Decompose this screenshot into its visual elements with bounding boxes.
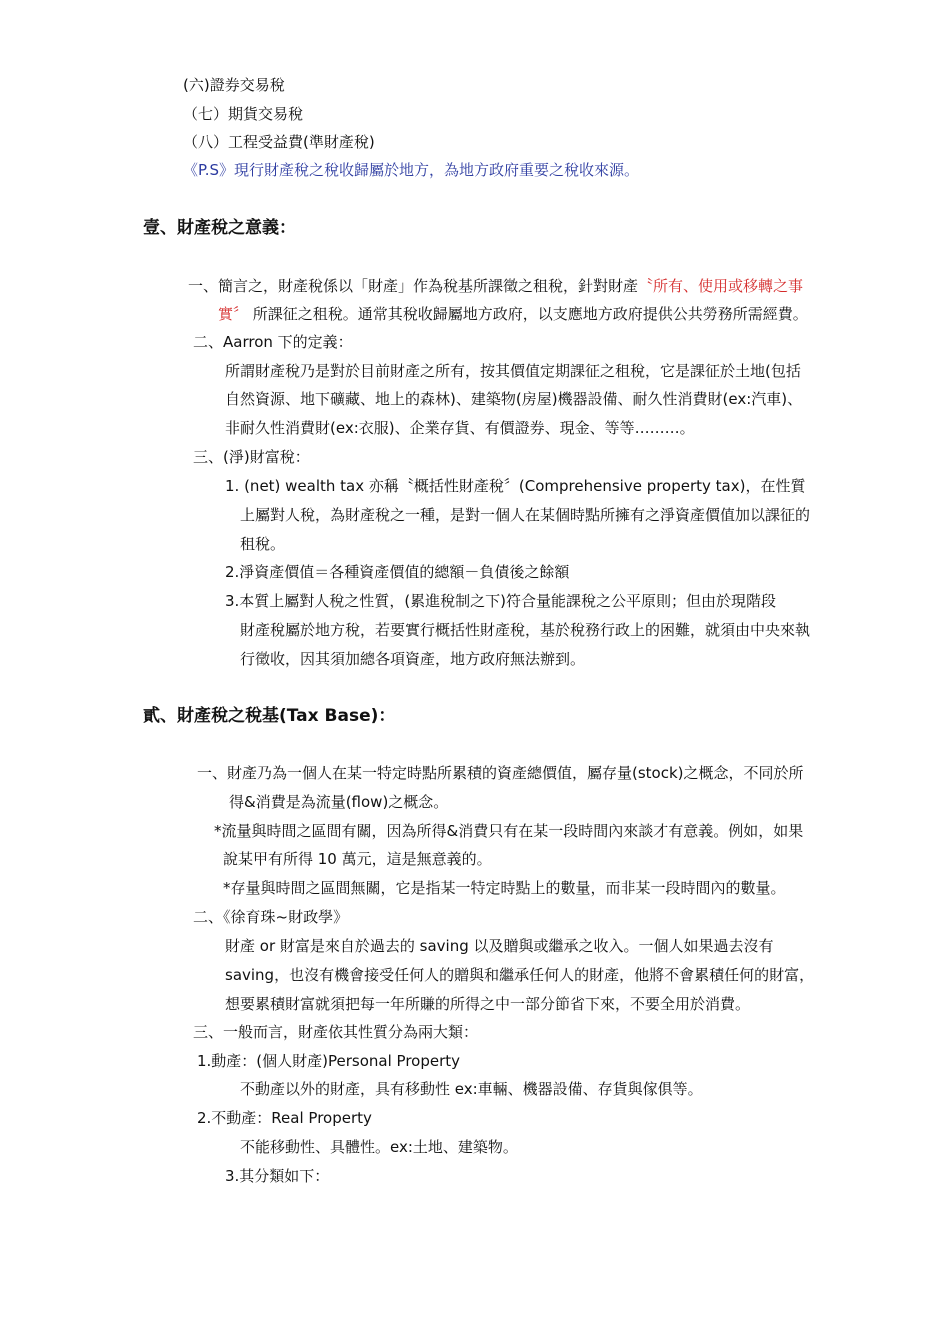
section1-para3-item1-line3: 租稅。 xyxy=(240,535,286,553)
section2-flow-note-line1: *流量與時間之區間有關，因為所得&消費只有在某一段時間內來談才有意義。例如，如果 xyxy=(214,822,804,840)
section1-para3-item1-line2: 上屬對人稅，為財產稅之一種，是對一個人在某個時點所擁有之淨資產價值加以課征的 xyxy=(240,506,811,524)
movable-property-heading: 1.動產：(個人財產)Personal Property xyxy=(197,1052,461,1070)
section1-para3-item1-line1: 1. (net) wealth tax 亦稱〝概括性財產稅〞(Comprehensive property tax)，在性質 xyxy=(225,477,806,495)
section1-para2-title: 二、Aarron 下的定義： xyxy=(193,333,353,351)
section2-para3-title: 三、一般而言，財產依其性質分為兩大類： xyxy=(193,1023,479,1041)
section2-flow-note-line2: 說某甲有所得 10 萬元，這是無意義的。 xyxy=(223,850,492,868)
real-property-heading: 2.不動產：Real Property xyxy=(197,1109,372,1127)
section1-para1-rest: 所課征之租稅。通常其稅收歸屬地方政府，以支應地方政府提供公共勞務所需經費。 xyxy=(252,305,808,323)
section1-para1-text: 一、簡言之，財產稅係以「財產」作為稅基所課徵之租稅，針對財產 xyxy=(188,277,639,295)
intro-note: 《P.S》現行財產稅之稅收歸屬於地方，為地方政府重要之稅收來源。 xyxy=(183,161,640,179)
section1-para1-line2 xyxy=(218,304,808,324)
section2-para1-line2: 得&消費是為流量(flow)之概念。 xyxy=(229,793,449,811)
section2-para1-line1: 一、財產乃為一個人在某一特定時點所累積的資產總價值，屬存量(stock)之概念，不同於所 xyxy=(197,764,804,782)
real-property-desc: 不能移動性、具體性。ex:土地、建築物。 xyxy=(240,1138,518,1156)
intro-item-8: （八）工程受益費(準財產稅) xyxy=(183,133,375,151)
classification-heading: 3.其分類如下： xyxy=(225,1167,330,1185)
movable-property-desc: 不動產以外的財產，具有移動性 ex:車輛、機器設備、存貨與傢俱等。 xyxy=(240,1080,703,1098)
intro-item-7: （七）期貨交易稅 xyxy=(183,105,304,123)
section1-heading: 壹、財產稅之意義： xyxy=(143,218,296,238)
section1-para3-item2: 2.淨資產價值＝各種資產價值的總額－負債後之餘額 xyxy=(225,563,570,581)
section1-para1-line1 xyxy=(188,276,803,296)
section1-para3-item3-line2: 財產稅屬於地方稅，若要實行概括性財產稅，基於稅務行政上的困難，就須由中央來執 xyxy=(240,621,811,639)
section2-para2-line3: 想要累積財富就須把每一年所賺的所得之中一部分節省下來，不要全用於消費。 xyxy=(225,995,751,1013)
section1-para1-emphasis-end: 實〞 xyxy=(218,305,249,323)
section2-para2-line1: 財產 or 財富是來自於過去的 saving 以及贈與或繼承之收入。一個人如果過去沒有 xyxy=(225,937,774,955)
section1-para2-line1: 所謂財產稅乃是對於目前財產之所有，按其價值定期課征之租稅，它是課征於土地(包括 xyxy=(225,362,801,380)
section1-para2-line3: 非耐久性消費財(ex:衣服)、企業存貨、有價證券、現金、等等………。 xyxy=(225,419,695,437)
section2-stock-note: *存量與時間之區間無關，它是指某一特定時點上的數量，而非某一段時間內的數量。 xyxy=(223,879,786,897)
intro-item-6: (六)證券交易稅 xyxy=(183,76,285,94)
section1-para1-emphasis: 〝所有、使用或移轉之事 xyxy=(638,277,804,295)
section1-para3-title: 三、(淨)財富稅： xyxy=(193,448,310,466)
section1-para3-item3-line1: 3.本質上屬對人稅之性質，(累進稅制之下)符合量能課稅之公平原則；但由於現階段 xyxy=(225,592,777,610)
section2-heading: 貳、財產稅之稅基(Tax Base)： xyxy=(143,706,396,726)
section2-para2-line2: saving，也沒有機會接受任何人的贈與和繼承任何人的財產，他將不會累積任何的財富， xyxy=(225,966,815,984)
section1-para2-line2: 自然資源、地下礦藏、地上的森林)、建築物(房屋)機器設備、耐久性消費財(ex:汽車)、 xyxy=(225,390,803,408)
section2-para2-title: 二、《徐育珠~財政學》 xyxy=(193,908,349,926)
section1-para3-item3-line3: 行徵收，因其須加總各項資產，地方政府無法辦到。 xyxy=(240,650,586,668)
